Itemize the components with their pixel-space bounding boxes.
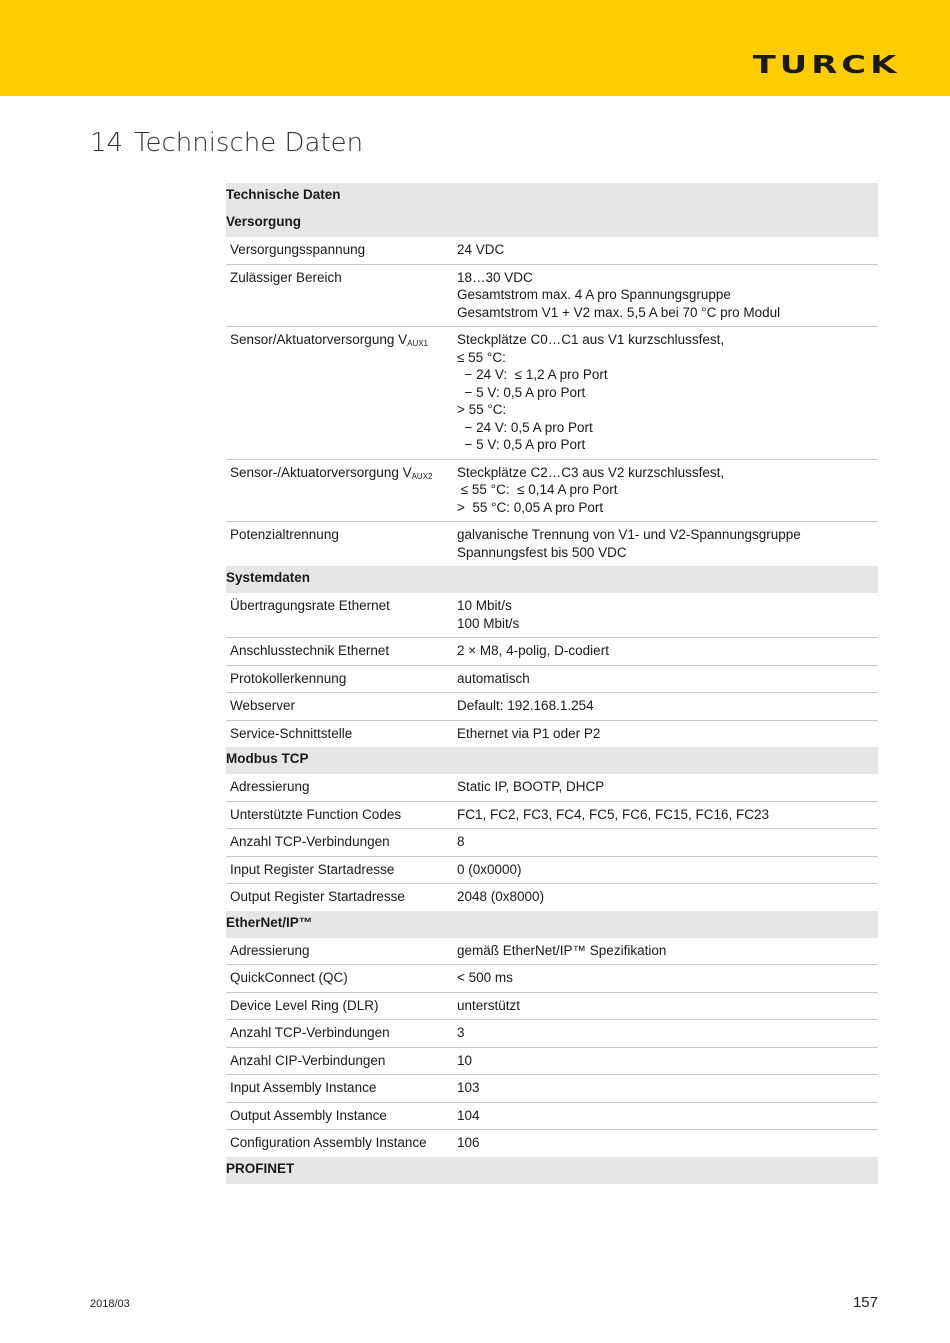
table-row — [226, 265, 878, 328]
table-row — [226, 857, 878, 885]
row-value — [452, 1130, 878, 1157]
value-line: galvanische Trennung von V1- und V2-Spannungsgruppe — [457, 527, 801, 542]
table-row — [226, 774, 878, 802]
row-value — [452, 938, 878, 965]
value-line: Spannungsfest bis 500 VDC — [457, 544, 627, 560]
row-label-text: Service-Schnittstelle — [230, 725, 353, 741]
value-line: 10 Mbit/s — [457, 598, 512, 613]
row-label — [226, 460, 452, 522]
value-line: 24 VDC — [457, 242, 505, 257]
table-row — [226, 1130, 878, 1157]
table-section — [226, 911, 878, 1157]
row-value — [452, 993, 878, 1020]
row-label — [226, 1020, 452, 1047]
row-label — [226, 1075, 452, 1102]
page-number: 157 — [852, 1294, 878, 1311]
row-value — [452, 1075, 878, 1102]
row-value — [452, 965, 878, 992]
table-row — [226, 993, 878, 1021]
section-title: Modbus TCP — [226, 751, 309, 766]
value-line: 3 — [457, 1025, 465, 1040]
row-value — [452, 1103, 878, 1130]
row-label — [226, 721, 452, 748]
row-label-text: Sensor/Aktuatorversorgung V — [230, 332, 408, 347]
row-label — [226, 802, 452, 829]
value-line: − 24 V: 0,5 A pro Port — [457, 419, 593, 435]
footer-date: 2018/03 — [90, 1298, 130, 1310]
value-line: 100 Mbit/s — [457, 615, 520, 631]
value-line: 18…30 VDC — [457, 269, 533, 285]
value-line: 10 — [457, 1052, 473, 1068]
value-line: 2 × M8, 4-polig, D-codiert — [457, 643, 609, 658]
value-line: 103 — [457, 1080, 480, 1095]
value-line: ≤ 55 °C: ≤ 0,14 A pro Port — [457, 482, 618, 497]
value-line: 2048 (0x8000) — [457, 889, 545, 904]
row-label-text: QuickConnect (QC) — [230, 970, 348, 985]
row-label-text: Potenzialtrennung — [230, 527, 339, 542]
value-line: − 24 V: ≤ 1,2 A pro Port — [457, 367, 608, 382]
row-label — [226, 938, 452, 965]
table-row — [226, 1075, 878, 1103]
row-value — [452, 774, 878, 801]
value-line: Default: 192.168.1.254 — [457, 698, 594, 713]
table-caption-block — [226, 183, 878, 210]
value-line: 104 — [457, 1107, 480, 1123]
row-label — [226, 638, 452, 665]
row-label-text: Versorgungsspannung — [230, 242, 366, 257]
value-line: Static IP, BOOTP, DHCP — [457, 779, 605, 794]
value-line: unterstützt — [457, 997, 521, 1013]
table-row — [226, 938, 878, 966]
value-line: 0 (0x0000) — [457, 861, 522, 877]
value-line: < 500 ms — [457, 970, 513, 985]
value-line: 8 — [457, 834, 465, 849]
row-label — [226, 1130, 452, 1157]
row-label — [226, 265, 452, 327]
table-row — [226, 638, 878, 666]
row-label — [226, 993, 452, 1020]
row-label-text: Anzahl CIP-Verbindungen — [230, 1052, 386, 1068]
row-value — [452, 638, 878, 665]
table-section — [226, 747, 878, 911]
row-label-text: Adressierung — [230, 779, 310, 794]
section-title: Versorgung — [226, 214, 302, 229]
row-label-text: Sensor-/Aktuatorversorgung V — [230, 464, 412, 480]
row-value — [452, 460, 878, 522]
table-row — [226, 1103, 878, 1131]
row-value — [452, 666, 878, 693]
row-label-text: Anzahl TCP-Verbindungen — [230, 834, 390, 849]
table-row — [226, 522, 878, 566]
value-line: Ethernet via P1 oder P2 — [457, 725, 601, 741]
value-line: 106 — [457, 1135, 480, 1150]
value-line: ≤ 55 °C: — [457, 349, 506, 365]
row-value — [452, 1020, 878, 1047]
row-label-text: Anschlusstechnik Ethernet — [230, 643, 390, 658]
table-row — [226, 884, 878, 911]
value-line: Gesamtstrom max. 4 A pro Spannungsgruppe — [457, 287, 731, 302]
table-row — [226, 829, 878, 857]
value-line: − 5 V: 0,5 A pro Port — [457, 384, 586, 400]
row-value — [452, 522, 878, 566]
row-label — [226, 666, 452, 693]
row-value — [452, 857, 878, 884]
row-label-text: Output Register Startadresse — [230, 889, 405, 904]
row-label-text: Protokollerkennung — [230, 670, 347, 686]
row-label-text: Adressierung — [230, 942, 310, 958]
table-row — [226, 802, 878, 830]
row-label-text: Zulässiger Bereich — [230, 269, 342, 285]
row-label — [226, 857, 452, 884]
table-section — [226, 566, 878, 747]
value-line: Steckplätze C0…C1 aus V1 kurzschlussfest, — [457, 332, 725, 347]
row-value — [452, 693, 878, 720]
table-caption: Technische Daten — [226, 187, 341, 202]
row-label — [226, 829, 452, 856]
row-label — [226, 884, 452, 911]
section-title: PROFINET — [226, 1160, 295, 1176]
header-bar — [0, 0, 950, 96]
value-line: Gesamtstrom V1 + V2 max. 5,5 A bei 70 °C pro Modul — [457, 304, 781, 320]
row-value — [452, 802, 878, 829]
row-label — [226, 774, 452, 801]
row-label-text: Configuration Assembly Instance — [230, 1135, 427, 1150]
row-value — [452, 1048, 878, 1075]
section-title: Systemdaten — [226, 570, 311, 585]
table-row — [226, 327, 878, 460]
value-line: FC1, FC2, FC3, FC4, FC5, FC6, FC15, FC16, FC23 — [457, 806, 770, 822]
value-line: > 55 °C: 0,05 A pro Port — [457, 499, 604, 515]
row-value — [452, 884, 878, 911]
row-label — [226, 1103, 452, 1130]
value-line: gemäß EtherNet/IP™ Spezifikation — [457, 942, 667, 958]
table-row — [226, 721, 878, 748]
row-label — [226, 237, 452, 264]
section-title: EtherNet/IP™ — [226, 914, 313, 930]
chapter-title: Technische Daten — [134, 128, 364, 158]
row-value — [452, 237, 878, 264]
row-label-text: Anzahl TCP-Verbindungen — [230, 1025, 390, 1040]
row-label-subscript: AUX2 — [411, 471, 433, 481]
table-row — [226, 693, 878, 721]
table-row — [226, 237, 878, 265]
row-value — [452, 829, 878, 856]
row-label-text: Unterstützte Function Codes — [230, 806, 402, 822]
row-label-text: Webserver — [230, 698, 296, 713]
table-row — [226, 593, 878, 638]
table-row — [226, 965, 878, 993]
table-section — [226, 1157, 878, 1184]
table-row — [226, 666, 878, 694]
value-line: automatisch — [457, 670, 530, 686]
table-row — [226, 1020, 878, 1048]
technical-data-table — [226, 183, 878, 1184]
table-row — [226, 460, 878, 523]
value-line: > 55 °C: — [457, 402, 507, 417]
row-label — [226, 1048, 452, 1075]
row-label — [226, 693, 452, 720]
value-line: − 5 V: 0,5 A pro Port — [457, 437, 586, 452]
row-value — [452, 721, 878, 748]
row-label — [226, 522, 452, 566]
table-row — [226, 1048, 878, 1076]
row-label-text: Übertragungsrate Ethernet — [230, 598, 390, 613]
row-label — [226, 327, 452, 459]
row-value — [452, 265, 878, 327]
row-label-text: Input Assembly Instance — [230, 1080, 377, 1095]
chapter-number: 14 — [90, 128, 124, 158]
row-label-subscript: AUX1 — [407, 339, 429, 348]
table-section — [226, 210, 878, 566]
row-label — [226, 593, 452, 637]
row-value — [452, 593, 878, 637]
row-label — [226, 965, 452, 992]
chapter-heading — [90, 128, 363, 158]
row-label-text: Input Register Startadresse — [230, 861, 395, 877]
turck-logo: TURCK — [752, 50, 900, 79]
row-label-text: Device Level Ring (DLR) — [230, 997, 379, 1013]
row-label-text: Output Assembly Instance — [230, 1107, 387, 1123]
value-line: Steckplätze C2…C3 aus V2 kurzschlussfest, — [457, 464, 725, 480]
row-value — [452, 327, 878, 459]
